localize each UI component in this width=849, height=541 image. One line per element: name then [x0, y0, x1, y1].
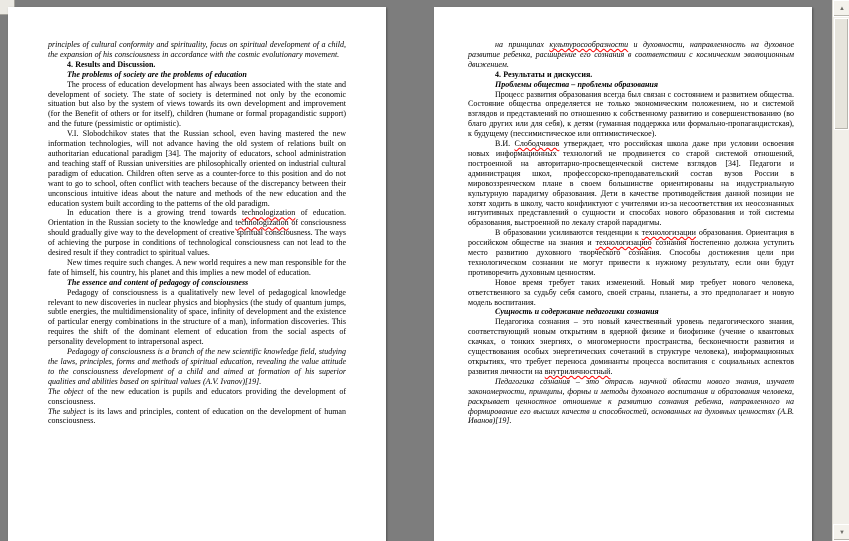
text-run: of consciousness should gradually give way to the development of creative spiritual consciousness. The ways of achieving the purpose in conditions of technological consciousness can not lead to the desired result if they contradict to spiritual values. [48, 218, 346, 258]
text-run: V.I. Slobodchikov states that the Russian school, even having mastered the new information technologies, will not advance having the old system of relations built on authoritarian educational paradigm [34]. The majority of educators, school administration and teaching staff of Russian universities are philosophically oriented on industrial cultural paradigm of education. Children often serve as a counter-force to this position and do not want to go to school, often conflict with teachers because of the discrepancy between their unconscious intuitive ideas about the nature and methods of the new education and the education system built according to the patterns of the old paradigm. [48, 129, 346, 208]
text-run: Педагогика сознания – это новый качественный уровень педагогического знания, соответствующий новым открытиям в ядерной физике и биофизике (учение о квантовых скачках, о тонких энергиях, о многомерности пространства, бесконечности развития и существования особых энергетических сочетаний в структуре человека), информационных открытиях, что требует переноса доминанты процесса воспитания с социальных аспектов развития личности на [468, 317, 794, 376]
misspelled-word[interactable]: технологизации [641, 228, 696, 238]
paragraph[interactable] [48, 288, 346, 347]
paragraph[interactable] [48, 129, 346, 208]
text-run: is its laws and principles, content of education on the development of human consciousness. [48, 406, 346, 426]
scroll-down-arrow-icon: ▼ [839, 529, 845, 536]
text-run: of education. Orientation in the Russian society to the knowledge and [48, 208, 346, 228]
page-left-content [8, 7, 386, 426]
text-run: сознания постепенно должна уступить место развитию духовного творческого сознания. Способы достижения цели при технологическом сознании не могут привести к нужному результату, если они будут противоречить духовным ценностям. [468, 238, 794, 277]
paragraph[interactable] [48, 40, 346, 60]
text-run: principles of cultural conformity and spirituality, focus on spiritual development of a child, the expansion of his consciousness in accordance with the cosmic evolutionary movement. [48, 40, 346, 59]
text-run: The process of education development has always been associated with the state and development of society. The state of society is determined not only by the economic situation but also by the system of views towards its own development and improvement (for the Benefit of others or for itself), children (humane or formal propagandistic support) and the future (pessimistic or optimistic). [48, 79, 346, 129]
paragraph[interactable] [468, 90, 794, 140]
text-run: In education there is a growing trend towards [67, 208, 242, 218]
text-run: The subject [48, 406, 86, 416]
paragraph[interactable] [48, 278, 346, 288]
paragraph[interactable] [48, 60, 346, 70]
misspelled-word[interactable]: культуросообразности [549, 40, 629, 49]
text-run: В образовании усиливаются тенденции к [495, 228, 642, 238]
text-run: Проблемы общества – проблемы образования [495, 79, 658, 89]
scrollbar-thumb[interactable] [834, 18, 849, 130]
text-run: 4. Результаты и дискуссия. [495, 69, 593, 79]
misspelled-word[interactable]: внутриличностный [544, 366, 611, 376]
misspelled-word[interactable]: технологизацию [595, 238, 652, 248]
paragraph[interactable] [48, 258, 346, 278]
scroll-down-button[interactable] [833, 524, 849, 541]
text-run: Педагогика сознания – это отрасль научной области нового знания, изучает закономерности, принципы, формы и методы духовного воспитания и образования человека, раскрывает ценностное отношение к развитию сознания ребенка, направленного на формирование его высших качеств и способностей, основанных на духовных ценностях (А.В. Иванов)[19]. [468, 376, 794, 426]
paragraph[interactable] [48, 80, 346, 130]
text-run: образования. Ориентация в российском обществе на знания и [468, 228, 794, 248]
paragraph[interactable] [48, 387, 346, 407]
text-run: of the new education is pupils and educators providing the development of consciousness. [48, 386, 347, 406]
paragraph[interactable] [468, 228, 794, 278]
misspelled-word[interactable]: technologization [235, 218, 289, 228]
text-run: The problems of society are the problems of education [67, 69, 247, 79]
paragraph[interactable] [468, 80, 794, 90]
text-run: . [610, 366, 613, 376]
misspelled-word[interactable]: Слободчиков [514, 139, 560, 149]
paragraph[interactable] [48, 70, 346, 80]
scroll-up-button[interactable] [833, 0, 849, 17]
page-left[interactable] [8, 7, 386, 541]
text-run: The object [48, 386, 84, 396]
text-run: В.И. [495, 139, 515, 149]
paragraph[interactable] [48, 208, 346, 258]
page-right[interactable] [434, 7, 812, 541]
paragraph[interactable] [48, 347, 346, 387]
paragraph[interactable] [468, 317, 794, 376]
text-run: Сущность и содержание педагогики сознания [495, 307, 659, 317]
text-run: The essence and content of pedagogy of consciousness [67, 277, 249, 287]
text-run: Pedagogy of consciousness is a branch of the new scientific knowledge field, studying the laws, principles, forms and methods of spiritual education, revealing the value attitude to the consciousness development of a child and aimed at formation of his superior qualities and abilities based on spiritual values (A.V. Ivanov)[19]. [48, 347, 346, 386]
paragraph[interactable] [468, 278, 794, 308]
paragraph[interactable] [468, 307, 794, 317]
paragraph[interactable] [468, 377, 794, 427]
paragraph[interactable] [468, 70, 794, 80]
text-run: Новое время требует таких изменений. Новый мир требует нового человека, ответственного за судьбу себя самого, своей страны, планеты, а это предполагает и новую модель воспитания. [468, 277, 794, 307]
text-run: Pedagogy of consciousness is a qualitatively new level of pedagogical knowledge relevant to new discoveries in nuclear physics and biophysics (the study of quantum jumps, subtle energies, the multidimensionality of space, infinity of development and the existence of particular energy combinations in the structure of a man), information discoveries. This requires the shift of the dominant element of education from the social aspects of personality development to intrapersonal aspect. [48, 287, 346, 347]
text-run: на принципах [495, 40, 550, 49]
text-run: 4. Results and Discussion. [67, 59, 156, 69]
text-run: New times require such changes. A new world requires a new man responsible for the fate of himself, his country, his planet and this implies a new model of education. [48, 257, 346, 277]
paragraph[interactable] [468, 139, 794, 228]
paragraph[interactable] [48, 407, 346, 427]
text-run: утверждает, что российская школа даже при условии освоения новых информационных технологий не продвинется со старой системой отношений, построенной на авторитарно-просвещенческой системе взглядов [34]. Педагоги и администрация школ, профессорско-преподавательский состав вузов России в мировоззренческом плане в своем большинстве ориентированы на индустриальную культурную парадигму образования. Дети в качестве противодействия данной позиции не хотят ходить в школу, часто конфликтуют с учителями из-за несоответствия их неосознанных интуитивных представлений о сущности и способах нового образования и той системы образования, выстроенной по лекалу старой парадигмы. [468, 139, 794, 228]
page-right-content [434, 7, 812, 426]
scroll-up-arrow-icon: ▲ [839, 5, 845, 12]
text-run: и духовности, направленность на духовное развитие ребенка, расширение его сознания в соответствии с космическим эволюционным движением. [468, 40, 795, 69]
vertical-scrollbar[interactable] [832, 0, 849, 541]
paragraph[interactable] [468, 40, 794, 70]
misspelled-word[interactable]: technologization [241, 208, 296, 218]
text-run: Процесс развития образования всегда был связан с состоянием и развитием общества. Состояние общества определяется не только экономическим положением, но и системой взглядов и представлений по отношению к собственному развитию и совершенствованию (во благо других или для себя), к детям (гуманная поддержка или формально-пропагандистская), к будущему (пессимистическое или оптимистическое). [468, 89, 794, 139]
